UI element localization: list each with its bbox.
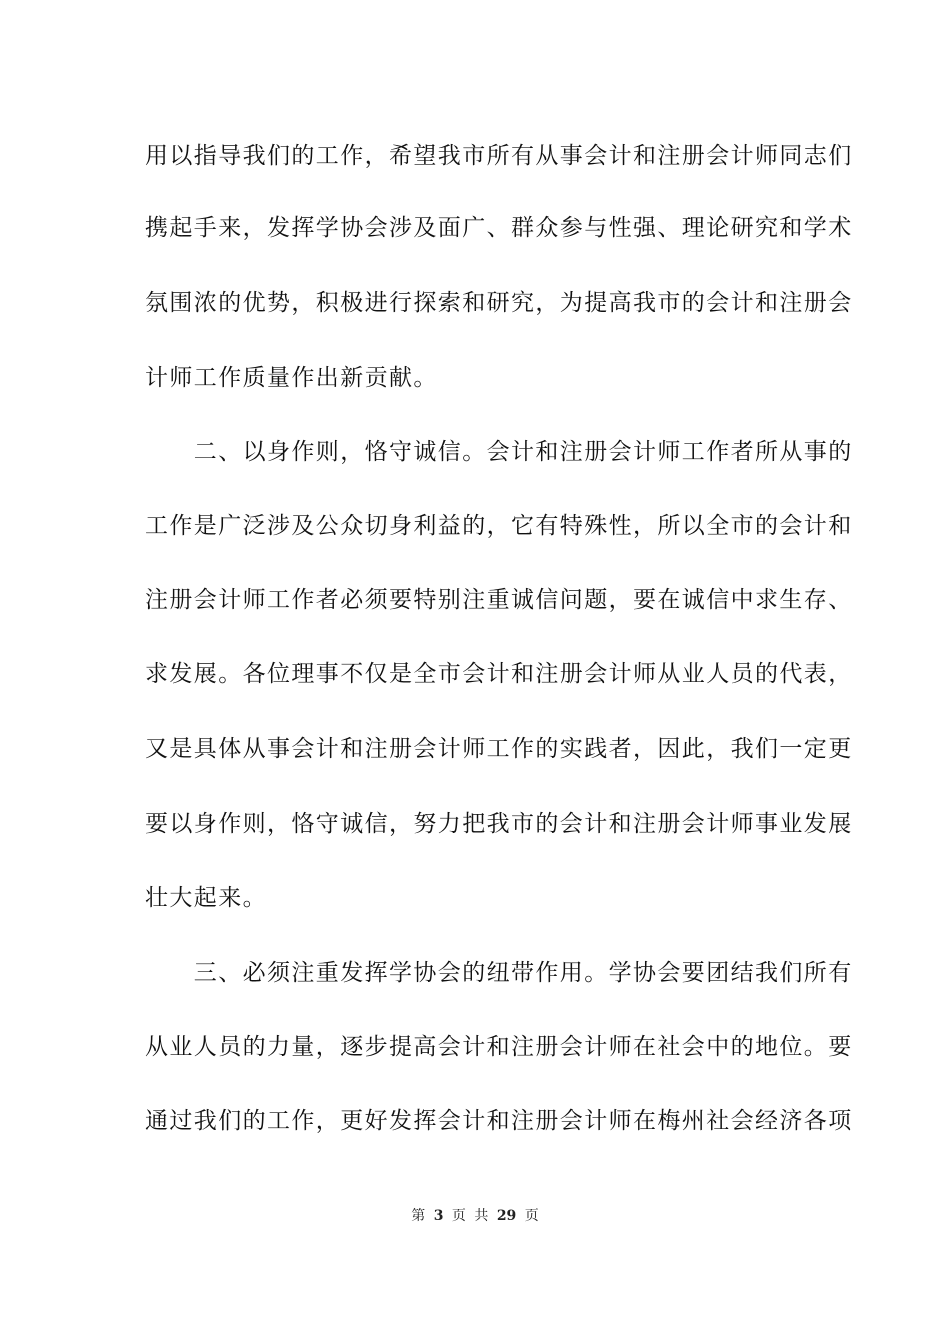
footer-prefix: 第 <box>411 1208 426 1224</box>
body-text-line: 要以身作则，恪守诚信，努力把我市的会计和注册会计师事业发展 <box>145 811 853 837</box>
total-pages-number: 29 <box>496 1208 517 1224</box>
page-footer <box>0 1206 950 1226</box>
body-text-line: 携起手来，发挥学协会涉及面广、群众参与性强、理论研究和学术 <box>145 215 853 241</box>
body-text-line: 计师工作质量作出新贡献。 <box>145 365 438 391</box>
body-text-line: 求发展。各位理事不仅是全市会计和注册会计师从业人员的代表， <box>145 661 853 687</box>
body-text-line: 又是具体从事会计和注册会计师工作的实践者，因此，我们一定更 <box>145 736 853 762</box>
body-text-line: 二、以身作则，恪守诚信。会计和注册会计师工作者所从事的 <box>145 439 853 465</box>
body-text-line: 从业人员的力量，逐步提高会计和注册会计师在社会中的地位。要 <box>145 1034 853 1060</box>
footer-suffix: 页 <box>524 1208 539 1224</box>
body-text-line: 通过我们的工作，更好发挥会计和注册会计师在梅州社会经济各项 <box>145 1108 853 1134</box>
body-text-line: 用以指导我们的工作，希望我市所有从事会计和注册会计师同志们 <box>145 143 853 169</box>
current-page-number: 3 <box>433 1208 444 1224</box>
body-text-line: 三、必须注重发挥学协会的纽带作用。学协会要团结我们所有 <box>145 960 853 986</box>
footer-middle: 页 共 <box>451 1208 489 1224</box>
body-text-line: 氛围浓的优势，积极进行探索和研究，为提高我市的会计和注册会 <box>145 290 853 316</box>
body-text-line: 工作是广泛涉及公众切身利益的，它有特殊性，所以全市的会计和 <box>145 513 853 539</box>
body-text-line: 注册会计师工作者必须要特别注重诚信问题，要在诚信中求生存、 <box>145 587 853 613</box>
body-text-line: 壮大起来。 <box>145 885 267 911</box>
